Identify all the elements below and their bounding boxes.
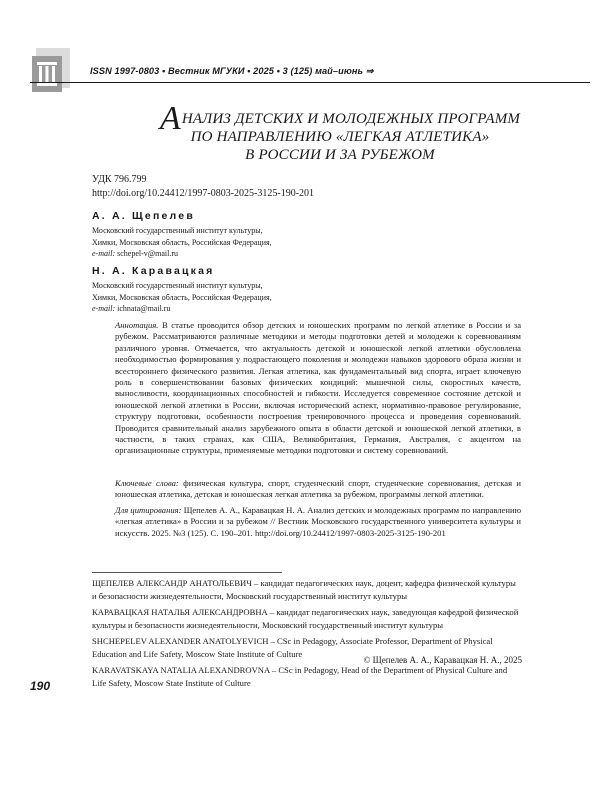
author-institution: Московский государственный институт культуры, (92, 226, 263, 235)
journal-logo (30, 46, 74, 94)
abstract-label: Аннотация. (115, 320, 159, 330)
author-city: Химки, Московская область, Российская Федерация, (92, 292, 272, 302)
page-number: 190 (30, 679, 51, 693)
title-line-3: В РОССИИ И ЗА РУБЕЖОМ (245, 147, 435, 163)
email-label: e-mail: (92, 304, 116, 313)
author-email[interactable]: schepel-v@mail.ru (117, 249, 179, 258)
abstract (115, 320, 521, 457)
title-line-1: НАЛИЗ ДЕТСКИХ И МОЛОДЕЖНЫХ ПРОГРАММ (181, 111, 521, 127)
author-email[interactable]: ichnata@mail.ru (117, 304, 171, 313)
footnote-text: – CSc in Pedagogy, Associate Professor, Department of Physical Education and Life Safety, Moscow State Institute of Culture (92, 636, 493, 659)
author-name: Н. А. Каравацкая (92, 265, 215, 277)
article-title (150, 100, 530, 164)
footnote-divider (92, 572, 282, 573)
footnote-text: – CSc in Pedagogy, Head of the Department of Physical Culture and Life Safety, Moscow State Institute of Culture (92, 665, 508, 688)
title-drop-cap: А (159, 100, 181, 137)
footnote (92, 577, 522, 603)
email-label: e-mail: (92, 249, 116, 258)
footnote-text: – кандидат педагогических наук, заведующая кафедрой физической культуры и безопасности жизнедеятельности, Московский государственный институт культуры (92, 607, 519, 630)
doi-link[interactable]: http://doi.org/10.24412/1997-0803-2025-3125-190-201 (92, 187, 315, 199)
citation (115, 505, 521, 539)
footnote (92, 664, 522, 690)
author-institution: Московский государственный институт культуры, (92, 281, 263, 290)
author-name: А. А. Щепелев (92, 210, 195, 222)
title-line-2: ПО НАПРАВЛЕНИЮ «ЛЕГКАЯ АТЛЕТИКА» (190, 129, 490, 145)
keywords-text: физическая культура, спорт, студенческий спорт, студенческие соревнования, детская и юношеская атлетика, детская и юношеская легкая атлетика за рубежом, программы легкой атлетики. (115, 478, 521, 500)
journal-info-line: ISSN 1997-0803 • Вестник МГУКИ • 2025 • 3 (125) май–июнь ⇒ (90, 66, 374, 76)
header-divider (30, 82, 590, 83)
author-city: Химки, Московская область, Российская Федерация, (92, 237, 272, 247)
footnote-text: – кандидат педагогических наук, доцент, кафедра физической культуры и безопасности жизнедеятельности, Московский государственный институт культуры (92, 578, 516, 601)
footnote-name: ЩЕПЕЛЕВ АЛЕКСАНДР АНАТОЛЬЕВИЧ (92, 578, 252, 588)
citation-text: Щепелев А. А., Каравацкая Н. А. Анализ детских и молодежных программ по направлению «легкая атлетика» в России и за рубежом // Вестник Московского государственного университета культуры и искусств. 2025. №3 (125). С. 190–201. http://doi.org/10.24412/1997-0803-2025-3125-190-201 (115, 505, 521, 538)
abstract-text: В статье проводится обзор детских и юношеских программ по легкой атлетике в России и за рубежом. Рассматриваются различные методики и методы подготовки детей и молодежи к соревнованиям различного уровня. Отмечается, что актуальность детской и юношеской легкой атлетики обусловлена необходимостью формирования у подрастающего поколения и молодежи навыков здорового образа жизни и всестороннего физического развития. Легкая атлетика, как фундаментальный вид спорта, играет ключевую роль в совершенствовании базовых физических кондиций: мышечной силы, скоростных качеств, выносливости, координационных способностей и гибкости. Исследуется современное состояние детской и юношеской легкой атлетики в России, включая исторический аспект, нормативно-правовое регулирование, структуру подготовки, особенности построения тренировочного процесса и проведения соревнований. Проводится сравнительный анализ зарубежного опыта в области детской и юношеской легкой атлетики, в частности, в таких странах, как США, Великобритания, Германия, Австралия, с акцентом на организационные структуры, применяемые методики подготовки и систему соревнований. (115, 320, 522, 456)
author-affiliation (92, 225, 272, 260)
footnote-name: SHCHEPELEV ALEXANDER ANATOLYEVICH (92, 636, 269, 646)
author-affiliation (92, 280, 272, 315)
author-block (92, 265, 272, 315)
keywords (115, 478, 521, 501)
keywords-label: Ключевые слова: (115, 478, 179, 488)
citation-label: Для цитирования: (115, 505, 182, 515)
copyright-notice: © Щепелев А. А., Каравацкая Н. А., 2025 (363, 655, 522, 665)
author-block (92, 210, 272, 260)
footnote (92, 606, 522, 632)
footnote-name: KARAVATSKAYA NATALIA ALEXANDROVNA (92, 665, 270, 675)
footnote-name: КАРАВАЦКАЯ НАТАЛЬЯ АЛЕКСАНДРОВНА (92, 607, 268, 617)
author-footnotes (92, 577, 522, 693)
udk-code: УДК 796.799 (92, 174, 147, 185)
article-identifiers (92, 173, 314, 200)
